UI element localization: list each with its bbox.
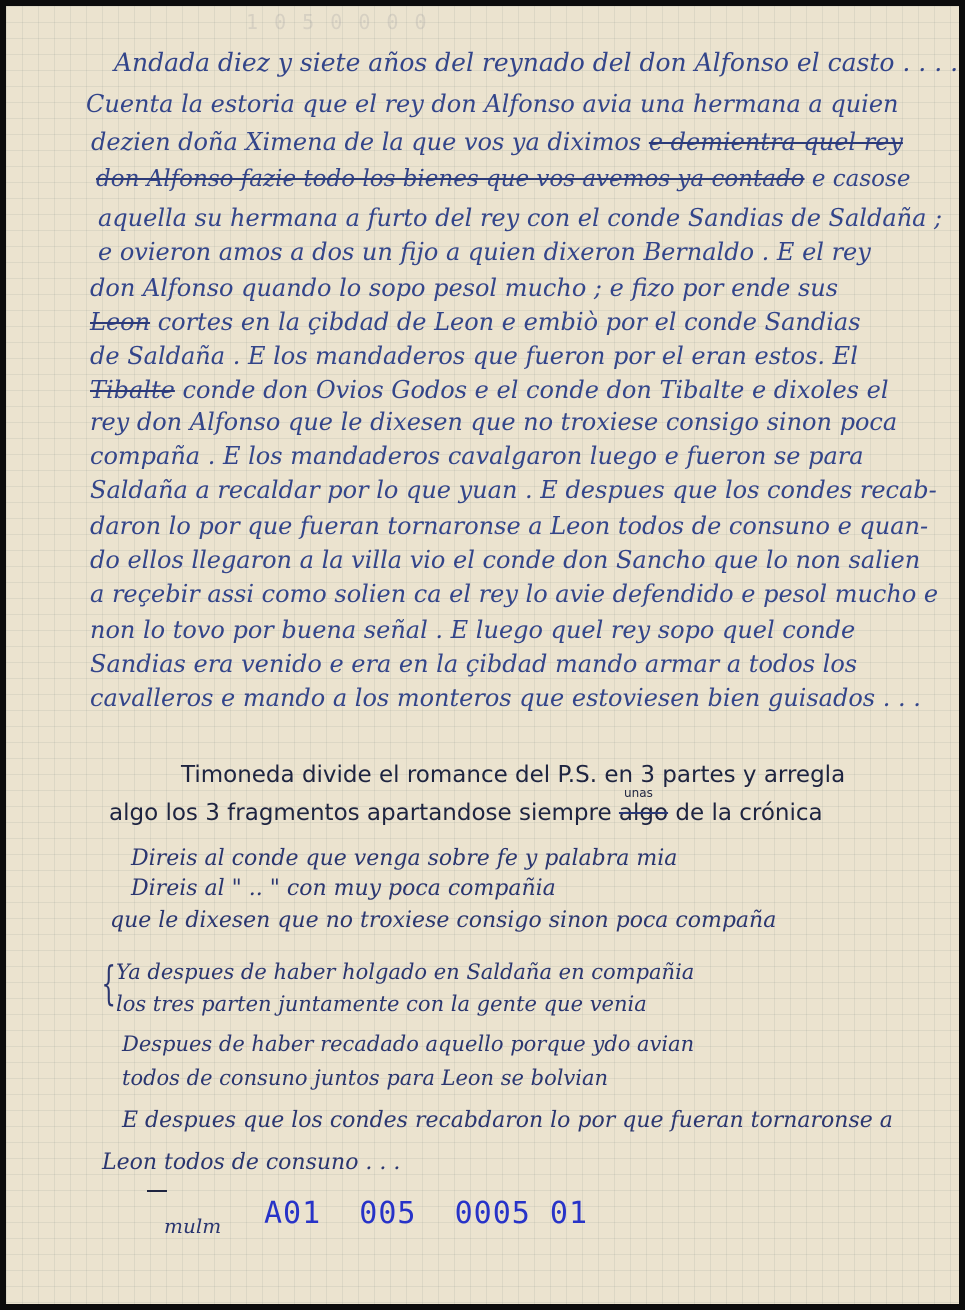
chronicle-line-text: cortes en la çibdad de Leon e embiò por el conde Sandias [157, 308, 861, 336]
struck-text: algo [618, 800, 669, 826]
chronicle-line-text: dezien doña Ximena de la que vos ya diximos [91, 128, 642, 156]
chronicle-line: cavalleros e mando a los monteros que estoviesen bien guisados . . . [90, 684, 921, 712]
chronicle-heading: Andada diez y siete años del reynado del don Alfonso el casto . . . . [114, 48, 959, 77]
faint-stamp: 1 0 5 0 0 0 0 [246, 10, 429, 34]
chronicle-line: don Alfonso quando lo sopo pesol mucho ; e fizo por ende sus [90, 274, 839, 302]
struck-text: Tibalte [90, 376, 175, 404]
chronicle-line [96, 168, 910, 191]
chronicle-line: e ovieron amos a dos un fijo a quien dixeron Bernaldo . E el rey [98, 238, 871, 266]
note-text: algo los 3 fragmentos apartandose siempre [109, 800, 612, 826]
note-line: Timoneda divide el romance del P.S. en 3 partes y arregla [181, 762, 846, 788]
chronicle-line: Cuenta la estoria que el rey don Alfonso avia una hermana a quien [86, 90, 899, 118]
short-dash [147, 1190, 167, 1192]
note-text: de la crónica [675, 800, 823, 826]
insertion-above: unas [624, 786, 653, 800]
archive-code: A01 005 0005 01 [264, 1196, 589, 1231]
verse-line: E despues que los condes recabdaron lo por que fueran tornaronse a [122, 1108, 893, 1133]
chronicle-line: aquella su hermana a furto del rey con el conde Sandias de Saldaña ; [98, 204, 943, 232]
verse-line: Leon todos de consuno . . . [102, 1150, 401, 1175]
struck-text: don Alfonso fazie todo los bienes que vos avemos ya contado [96, 166, 805, 192]
chronicle-line: a reçebir assi como solien ca el rey lo avie defendido e pesol mucho e [90, 580, 939, 608]
verse-line: los tres parten juntamente con la gente que venia [116, 992, 647, 1016]
chronicle-line: Sandias era venido e era en la çibdad mando armar a todos los [90, 650, 858, 678]
signature: mulm [164, 1214, 222, 1238]
chronicle-line: de Saldaña . E los mandaderos que fueron por el eran estos. El [90, 342, 858, 370]
chronicle-line-text: conde don Ovios Godos e el conde don Tibalte e dixoles el [182, 376, 889, 404]
chronicle-line: compaña . E los mandaderos cavalgaron luego e fueron se para [90, 442, 864, 470]
chronicle-line: daron lo por que fueran tornaronse a Leon todos de consuno e quan- [90, 512, 929, 540]
verse-line: Despues de haber recadado aquello porque ydo avian [122, 1032, 695, 1056]
verse-line: todos de consuno juntos para Leon se bolvian [122, 1066, 609, 1090]
struck-text: e demientra quel rey [648, 128, 903, 156]
chronicle-line: do ellos llegaron a la villa vio el conde don Sancho que lo non salien [90, 546, 921, 574]
struck-text: Leon [90, 308, 151, 336]
chronicle-line-text: e casose [811, 166, 911, 192]
brace-mark: { [101, 956, 116, 1010]
verse-line: Ya despues de haber holgado en Saldaña en compañia [116, 960, 695, 984]
note-line [109, 802, 823, 825]
manuscript-page [6, 6, 959, 1304]
chronicle-line [91, 130, 903, 154]
chronicle-line [90, 310, 861, 334]
verse-line: Direis al conde que venga sobre fe y palabra mia [131, 846, 678, 871]
verse-line: Direis al " .. " con muy poca compañia [131, 876, 556, 901]
chronicle-line: rey don Alfonso que le dixesen que no troxiese consigo sinon poca [90, 408, 898, 436]
chronicle-line: Saldaña a recaldar por lo que yuan . E despues que los condes recab- [90, 476, 937, 504]
chronicle-line [90, 378, 889, 402]
chronicle-line: non lo tovo por buena señal . E luego quel rey sopo quel conde [90, 616, 856, 644]
verse-line: que le dixesen que no troxiese consigo sinon poca compaña [110, 908, 777, 933]
